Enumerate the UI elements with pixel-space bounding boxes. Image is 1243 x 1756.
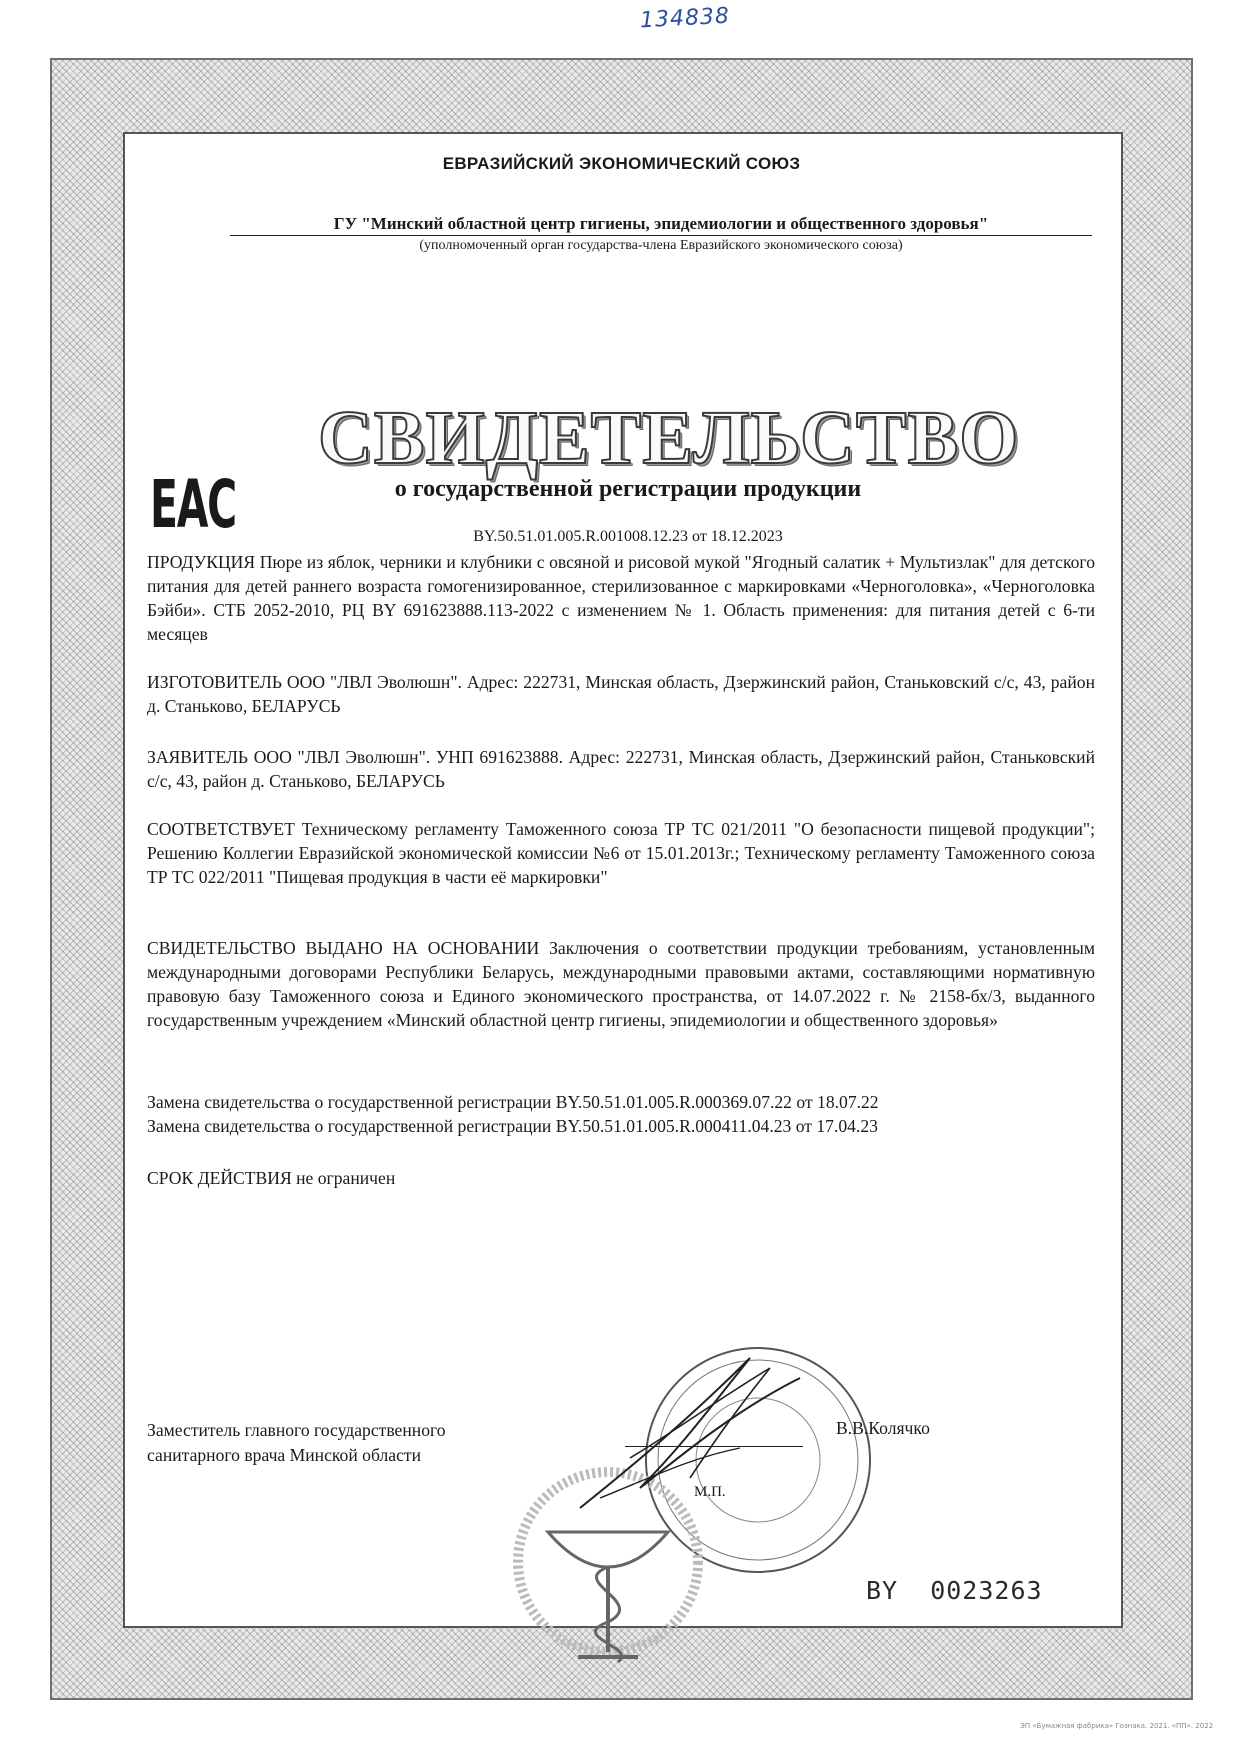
conforms-text: Техническому регламенту Таможенного союза ТР ТС 021/2011 "О безопасности пищевой продукции"; Решению Коллегии Евразийской экономической комиссии №6 от 15.01.2013г.; Техническому регламенту Таможенного союза ТР ТС 022/2011 "Пищевая продукция в части её маркировки" — [147, 819, 1096, 887]
manufacturer-text: ООО "ЛВЛ Эволюшн". Адрес: 222731, Минская область, Дзержинский район, Станьковский с/с, 43, район д. Станьково, БЕЛАРУСЬ — [147, 672, 1095, 716]
position-line-2: санитарного врача Минской области — [147, 1445, 421, 1465]
manufacturer-section — [147, 670, 1095, 718]
conforms-section — [147, 817, 1095, 889]
conforms-label: СООТВЕТСТВУЕТ — [147, 819, 295, 839]
validity-text: не ограничен — [296, 1168, 396, 1188]
validity-section — [147, 1166, 1095, 1190]
validity-label: СРОК ДЕЙСТВИЯ — [147, 1168, 292, 1188]
form-serial-number: BY 0023263 — [866, 1576, 1043, 1605]
replacement-2: Замена свидетельства о государственной регистрации BY.50.51.01.005.R.000411.04.23 от 17.04.23 — [147, 1116, 878, 1136]
product-text: Пюре из яблок, черники и клубники с овсяной и рисовой мукой "Ягодный салатик + Мультизлак" для детского питания для детей раннего возраста гомогенизированное, стерилизованное с маркировками «Черноголовка», «Черноголовка Бэйби». СТБ 2052-2010, РЦ BY 691623888.113-2022 с изменением № 1. Область применения: для питания детей с 6-ти месяцев — [147, 552, 1095, 644]
applicant-section — [147, 745, 1095, 793]
basis-text: Заключения о соответствии продукции требованиям, установленным международными договорами Республики Беларусь, международными правовыми актами, составляющими нормативную правовую базу Таможенного союза и Единого экономического пространства, от 14.07.2022 г. № 2158-бх/3, выданного государственным учреждением «Минский областной центр гигиены, эпидемиологии и общественного здоровья» — [147, 938, 1096, 1030]
signature-line — [625, 1446, 803, 1447]
basis-section — [147, 936, 1095, 1032]
seal-place-label: М.П. — [694, 1484, 726, 1500]
issuing-authority: ГУ "Минский областной центр гигиены, эпидемиологии и общественного здоровья" — [230, 214, 1092, 236]
applicant-label: ЗАЯВИТЕЛЬ — [147, 747, 248, 767]
authority-note: (уполномоченный орган государства-члена Евразийского экономического союза) — [419, 238, 903, 253]
replacement-1: Замена свидетельства о государственной регистрации BY.50.51.01.005.R.000369.07.22 от 18.07.22 — [147, 1092, 879, 1112]
certificate-subtitle: о государственной регистрации продукции — [394, 476, 862, 502]
product-section — [147, 550, 1095, 646]
basis-label: СВИДЕТЕЛЬСТВО ВЫДАНО НА ОСНОВАНИИ — [147, 938, 540, 958]
handwritten-number: 134838 — [639, 3, 731, 34]
signer-name: В.В.Колячко — [836, 1418, 930, 1438]
certificate-title: СВИДЕТЕЛЬСТВО — [318, 396, 1020, 480]
registration-number: BY.50.51.01.005.R.001008.12.23 от 18.12.2023 — [473, 528, 783, 545]
signatory-position — [147, 1418, 446, 1468]
product-label: ПРОДУКЦИЯ — [147, 552, 256, 572]
applicant-text: ООО "ЛВЛ Эволюшн". УНП 691623888. Адрес: 222731, Минская область, Дзержинский район, Станьковский с/с, 43, район д. Станьково, БЕЛАРУСЬ — [147, 747, 1095, 791]
position-line-1: Заместитель главного государственного — [147, 1420, 446, 1440]
manufacturer-label: ИЗГОТОВИТЕЛЬ — [147, 672, 282, 692]
eac-logo: ЕАС — [150, 466, 236, 543]
printer-note: ЭП «Бумажная фабрика» Гознака. 2021. «ПП». 2022 — [1020, 1722, 1214, 1730]
union-header: ЕВРАЗИЙСКИЙ ЭКОНОМИЧЕСКИЙ СОЮЗ — [442, 154, 801, 173]
